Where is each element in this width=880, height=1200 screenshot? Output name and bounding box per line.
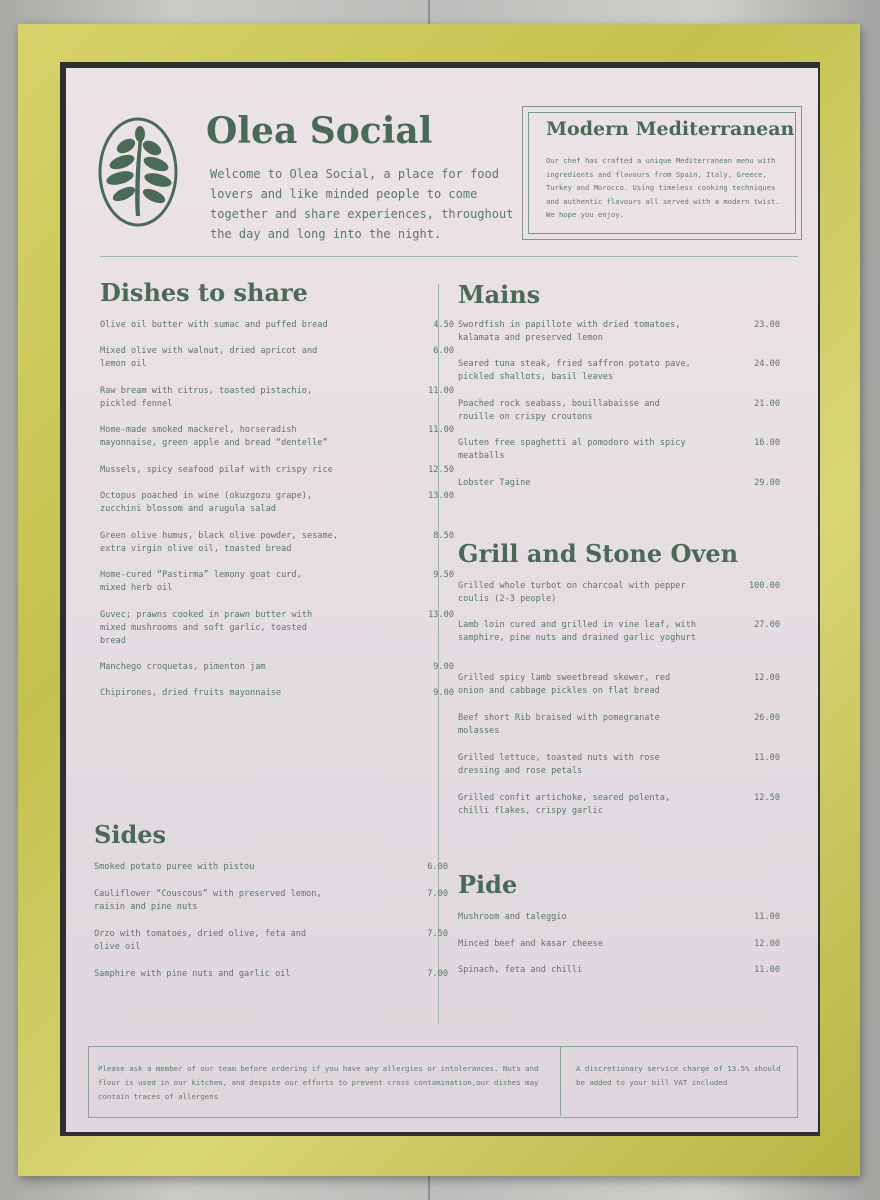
section-title-mains: Mains [458, 280, 541, 309]
menu-item [458, 938, 792, 951]
item-price: 11.00 [754, 912, 780, 922]
menu-item [94, 928, 448, 954]
item-desc: Chipirones, dried fruits mayonnaise [100, 688, 282, 698]
menu-item [458, 672, 792, 698]
item-price: 21.00 [754, 399, 780, 409]
section-title-pide: Pide [458, 870, 518, 899]
item-price: 12.00 [754, 673, 780, 683]
item-desc: Minced beef and kasar cheese [458, 939, 603, 949]
item-price: 16.00 [754, 438, 780, 448]
item-desc: Manchego croquetas, pimenton jam [100, 662, 266, 672]
intro-box-title: Modern Mediterranean [546, 118, 795, 140]
menu-item [458, 580, 792, 606]
item-price: 12.50 [428, 465, 454, 475]
item-price: 100.00 [748, 581, 780, 591]
item-desc: Cauliflower “Couscous” with preserved lemon, raisin and pine nuts [94, 889, 322, 912]
item-desc: Grilled lettuce, toasted nuts with rose dressing and rose petals [458, 753, 660, 776]
item-price: 13.00 [428, 610, 454, 620]
section-title-share: Dishes to share [100, 278, 308, 307]
item-price: 7.00 [427, 969, 448, 979]
item-desc: Gluten free spaghetti al pomodoro with spicy meatballs [458, 438, 686, 461]
menu-item [100, 319, 454, 332]
item-desc: Home-made smoked mackerel, horseradish mayonnaise, green apple and bread “dentelle” [100, 425, 328, 448]
menu-item [94, 968, 448, 981]
menu-item [100, 424, 454, 450]
item-price: 24.00 [754, 359, 780, 369]
welcome-text: Welcome to Olea Social, a place for food lovers and like minded people to come together and share experiences, throughout the day and long into the night. [210, 167, 514, 241]
item-desc: Grilled confit artichoke, seared polenta, chilli flakes, crispy garlic [458, 793, 671, 816]
item-desc: Grilled spicy lamb sweetbread skewer, red onion and cabbage pickles on flat bread [458, 673, 671, 696]
item-price: 6.00 [433, 346, 454, 356]
item-price: 6.00 [427, 862, 448, 872]
service-charge-notice: A discretionary service charge of 13.5% should be added to your bill VAT included [576, 1064, 781, 1087]
menu-item [100, 569, 454, 595]
menu-item [94, 888, 448, 914]
allergen-notice: Please ask a member of our team before ordering if you have any allergies or intolerances. Nuts and flour is used in our kitchen, and despite our efforts to prevent cross contamination,our dishes may contain traces of allergens [98, 1064, 539, 1101]
item-desc: Mussels, spicy seafood pilaf with crispy rice [100, 465, 333, 475]
menu-item [458, 437, 792, 463]
item-desc: Lamb loin cured and grilled in vine leaf, with samphire, pine nuts and drained garlic yoghurt [458, 620, 696, 643]
item-price: 9.50 [433, 570, 454, 580]
item-desc: Olive oil butter with sumac and puffed bread [100, 320, 328, 330]
menu-item [100, 490, 454, 516]
item-desc: Spinach, feta and chilli [458, 965, 583, 975]
header-divider [100, 256, 798, 257]
menu-item [458, 911, 792, 924]
item-price: 7.50 [427, 929, 448, 939]
menu-item [458, 752, 792, 778]
item-price: 27.00 [754, 620, 780, 630]
item-desc: Samphire with pine nuts and garlic oil [94, 969, 291, 979]
item-price: 11.00 [754, 753, 780, 763]
menu-item [458, 477, 792, 490]
item-desc: Seared tuna steak, fried saffron potato pave, pickled shallots, basil leaves [458, 359, 691, 382]
menu-item [458, 712, 792, 738]
menu-item [458, 358, 792, 384]
item-price: 11.00 [428, 386, 454, 396]
menu-item [458, 619, 792, 645]
menu-item [100, 661, 454, 674]
item-price: 11.00 [754, 965, 780, 975]
menu-item [100, 345, 454, 371]
menu-item [458, 319, 792, 345]
item-price: 12.50 [754, 793, 780, 803]
olive-branch-icon [96, 116, 180, 228]
menu-item [100, 609, 454, 648]
menu-item [100, 687, 454, 700]
menu-item [100, 530, 454, 556]
menu-item [100, 385, 454, 411]
menu-item [458, 964, 792, 977]
item-price: 9.00 [433, 688, 454, 698]
item-desc: Green olive humus, black olive powder, sesame, extra virgin olive oil, toasted bread [100, 531, 338, 554]
item-desc: Home-cured “Pastirma” lemony goat curd, mixed herb oil [100, 570, 302, 593]
footer-divider [560, 1046, 561, 1116]
item-desc: Octopus poached in wine (okuzgozu grape), zucchini blossom and arugula salad [100, 491, 313, 514]
menu-item [458, 792, 792, 818]
section-title-grill: Grill and Stone Oven [458, 539, 739, 568]
item-price: 12.00 [754, 939, 780, 949]
restaurant-name: Olea Social [206, 110, 433, 152]
item-desc: Orzo with tomatoes, dried olive, feta and olive oil [94, 929, 307, 952]
item-desc: Grilled whole turbot on charcoal with pepper coulis (2-3 people) [458, 581, 686, 604]
intro-box-text: Our chef has crafted a unique Mediterranean menu with ingredients and flavours from Spain, Italy, Greece, Turkey and Morocco. Using timeless cooking techniques and authentic flavours all served with a modern twist. We hope you enjoy. [546, 156, 780, 219]
item-price: 13.00 [428, 491, 454, 501]
menu-item [458, 398, 792, 424]
item-price: 29.00 [754, 478, 780, 488]
item-price: 11.00 [428, 425, 454, 435]
item-price: 9.00 [433, 662, 454, 672]
item-desc: Guvec; prawns cooked in prawn butter with mixed mushrooms and soft garlic, toasted bread [100, 610, 313, 646]
item-desc: Poached rock seabass, bouillabaisse and rouille on crispy croutons [458, 399, 660, 422]
item-price: 26.00 [754, 713, 780, 723]
item-desc: Mixed olive with walnut, dried apricot and lemon oil [100, 346, 318, 369]
item-desc: Raw bream with citrus, toasted pistachio, pickled fennel [100, 386, 313, 409]
item-desc: Swordfish in papillote with dried tomatoes, kalamata and preserved lemon [458, 320, 681, 343]
item-desc: Beef short Rib braised with pomegranate molasses [458, 713, 660, 736]
menu-item [100, 464, 454, 477]
menu-item [94, 861, 448, 874]
item-desc: Mushroom and taleggio [458, 912, 567, 922]
item-price: 4.50 [433, 320, 454, 330]
item-price: 8.50 [433, 531, 454, 541]
item-desc: Smoked potato puree with pistou [94, 862, 255, 872]
item-desc: Lobster Tagine [458, 478, 531, 488]
item-price: 7.00 [427, 889, 448, 899]
item-price: 23.00 [754, 320, 780, 330]
menu-sheet [66, 68, 818, 1132]
section-title-sides: Sides [94, 820, 167, 849]
